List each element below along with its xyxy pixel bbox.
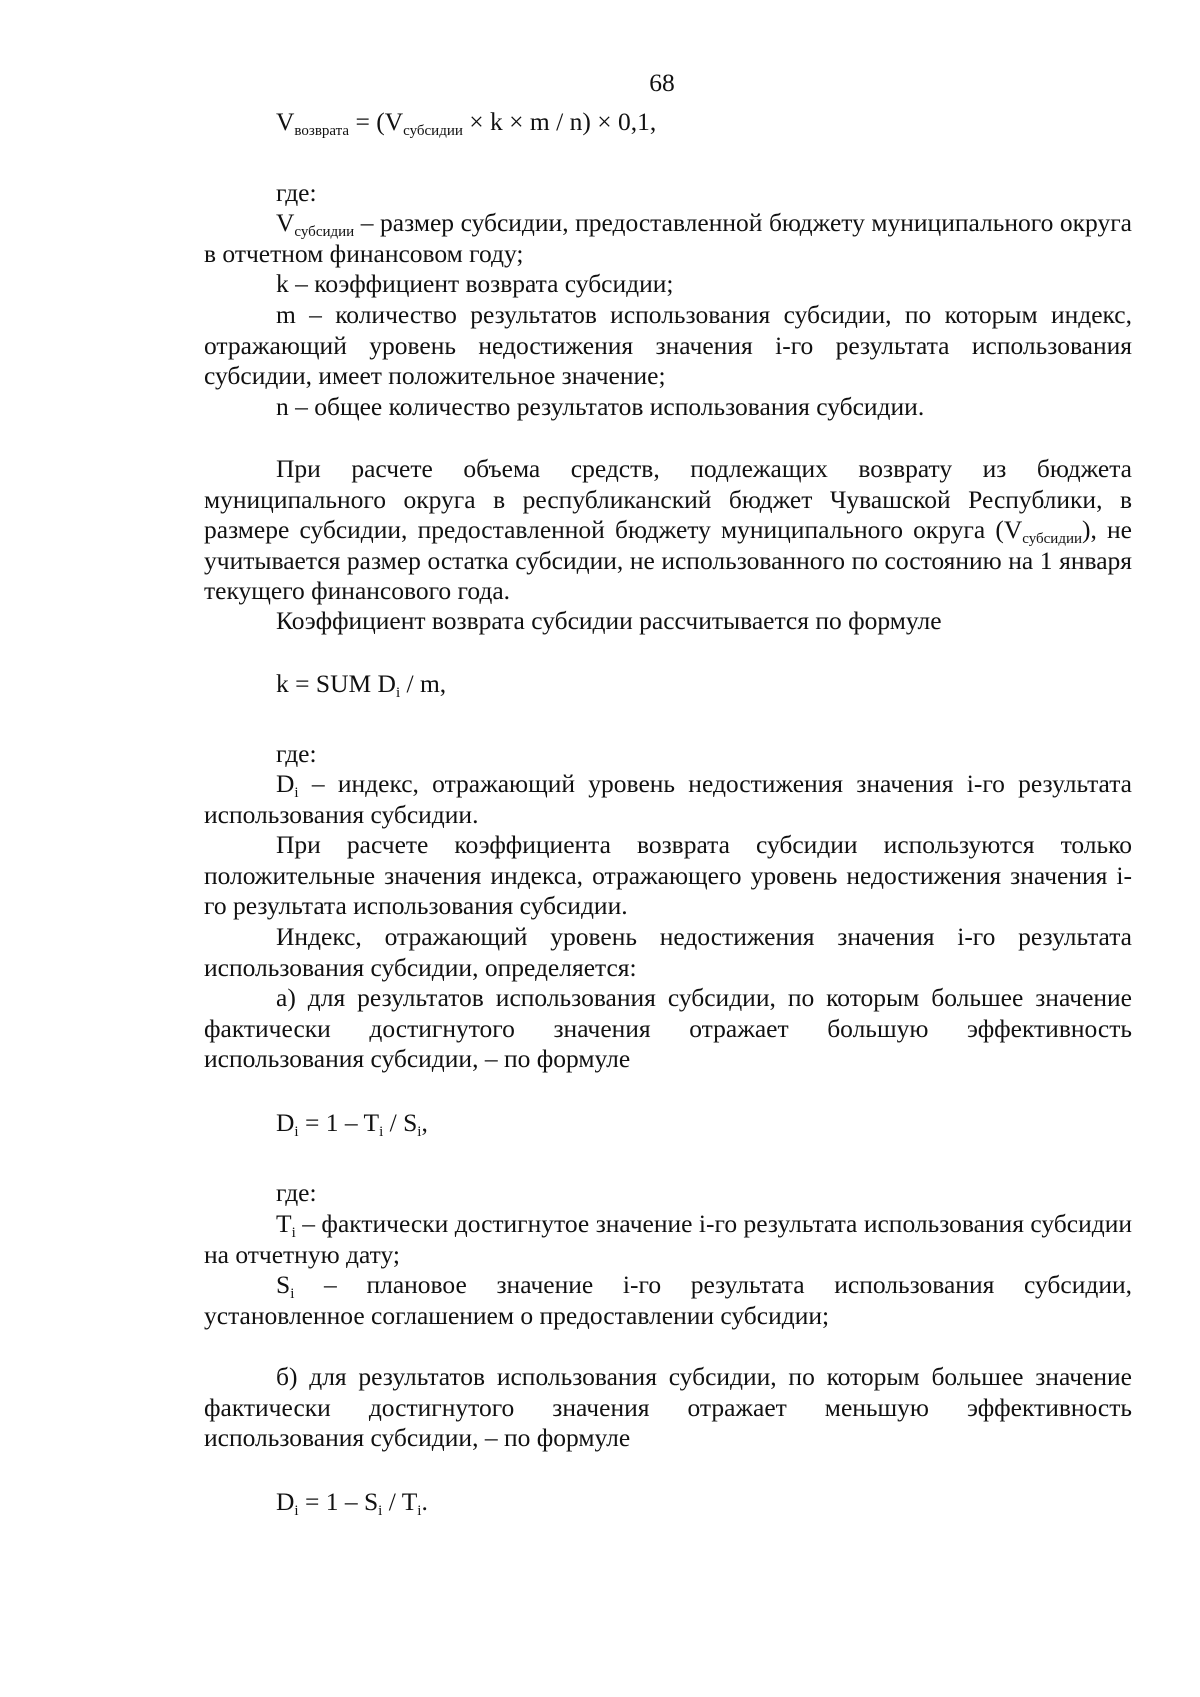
definition-d <box>204 769 1132 830</box>
def-s-text: – плановое значение i-го результата использования субсидии, установленное соглашением о предоставлении субсидии; <box>204 1270 1132 1330</box>
f4-b-sub: i <box>378 1503 383 1519</box>
def-t-text: – фактически достигнутое значение i-го результата использования субсидии на отчетную дату; <box>204 1209 1132 1269</box>
definition-s <box>204 1270 1132 1331</box>
def-t-symbol: T <box>276 1209 292 1238</box>
formula-d-case-b <box>276 1487 428 1518</box>
calc-subscript: субсидии <box>1022 531 1083 547</box>
def-v-symbol: V <box>276 208 295 237</box>
f4-d: . <box>421 1487 428 1516</box>
f4-c: / T <box>382 1487 418 1516</box>
formula-v: V <box>276 107 295 136</box>
paragraph-index-determined: Индекс, отражающий уровень недостижения значения i-го результата использования субсидии, определяется: <box>204 922 1132 982</box>
def-s-subscript: i <box>290 1286 295 1302</box>
calc-text-after: ), не учитывается размер остатка субсидии, не использованного по состоянию на 1 января текущего финансового года. <box>204 515 1132 605</box>
page-number: 68 <box>649 68 675 97</box>
paragraph-k-formula-intro: Коэффициент возврата субсидии рассчитывается по формуле <box>276 606 942 635</box>
def-d-symbol: D <box>276 769 295 798</box>
f3-b: = 1 – T <box>298 1108 380 1137</box>
definition-m: m – количество результатов использования субсидии, по которым индекс, отражающий уровень недостижения значения i-го результата использования субсидии, имеет положительное значение; <box>204 300 1132 390</box>
definition-t <box>204 1209 1132 1270</box>
f4-a-sub: i <box>294 1503 299 1519</box>
f3-a-sub: i <box>294 1124 299 1140</box>
f4-c-sub: i <box>417 1503 422 1519</box>
def-d-subscript: i <box>294 785 299 801</box>
def-t-subscript: i <box>291 1225 296 1241</box>
formula-d-case-a <box>276 1108 428 1139</box>
formula-return-volume <box>276 107 656 138</box>
calc-text-before: При расчете объема средств, подлежащих возврату из бюджета муниципального округа в республиканский бюджет Чувашской Республики, в размере субсидии, предоставленной бюджету муниципального округа (V <box>204 454 1132 544</box>
paragraph-positive-values: При расчете коэффициента возврата субсидии используются только положительные значения индекса, отражающего уровень недостижения значения i-го результата использования субсидии. <box>204 830 1132 920</box>
formula-k-a: k = SUM D <box>276 669 396 698</box>
formula-eq: = (V <box>349 107 404 136</box>
formula-k-b: / m, <box>400 669 447 698</box>
definition-k: k – коэффициент возврата субсидии; <box>276 269 674 298</box>
definition-n: n – общее количество результатов использования субсидии. <box>276 392 925 421</box>
paragraph-case-b: б) для результатов использования субсидии, по которым большее значение фактически достигнутого значения отражает меньшую эффективность использования субсидии, – по формуле <box>204 1362 1132 1452</box>
paragraph-calculation <box>204 454 1132 607</box>
definition-v-subsidy <box>204 208 1132 269</box>
paragraph-case-a: а) для результатов использования субсидии, по которым большее значение фактически достигнутого значения отражает большую эффективность использования субсидии, – по формуле <box>204 983 1132 1073</box>
f3-c: / S <box>383 1108 418 1137</box>
f3-a: D <box>276 1108 295 1137</box>
f4-a: D <box>276 1487 295 1516</box>
formula-k <box>276 669 446 700</box>
f3-c-sub: i <box>417 1124 422 1140</box>
where-label-2: где: <box>276 739 317 768</box>
f3-b-sub: i <box>379 1124 384 1140</box>
formula-rest: × k × m / n) × 0,1, <box>462 107 657 136</box>
def-s-symbol: S <box>276 1270 291 1299</box>
f3-d: , <box>421 1108 428 1137</box>
formula-k-subscript: i <box>395 685 401 701</box>
where-label-3: где: <box>276 1178 317 1207</box>
where-label-1: где: <box>276 178 317 207</box>
formula-v2-subscript: субсидии <box>403 123 463 139</box>
formula-v-subscript: возврата <box>294 123 350 139</box>
f4-b: = 1 – S <box>298 1487 379 1516</box>
def-v-subscript: субсидии <box>294 224 355 240</box>
def-v-text: – размер субсидии, предоставленной бюджету муниципального округа в отчетном финансовом году; <box>204 208 1132 268</box>
def-d-text: – индекс, отражающий уровень недостижения значения i-го результата использования субсидии. <box>204 769 1132 829</box>
